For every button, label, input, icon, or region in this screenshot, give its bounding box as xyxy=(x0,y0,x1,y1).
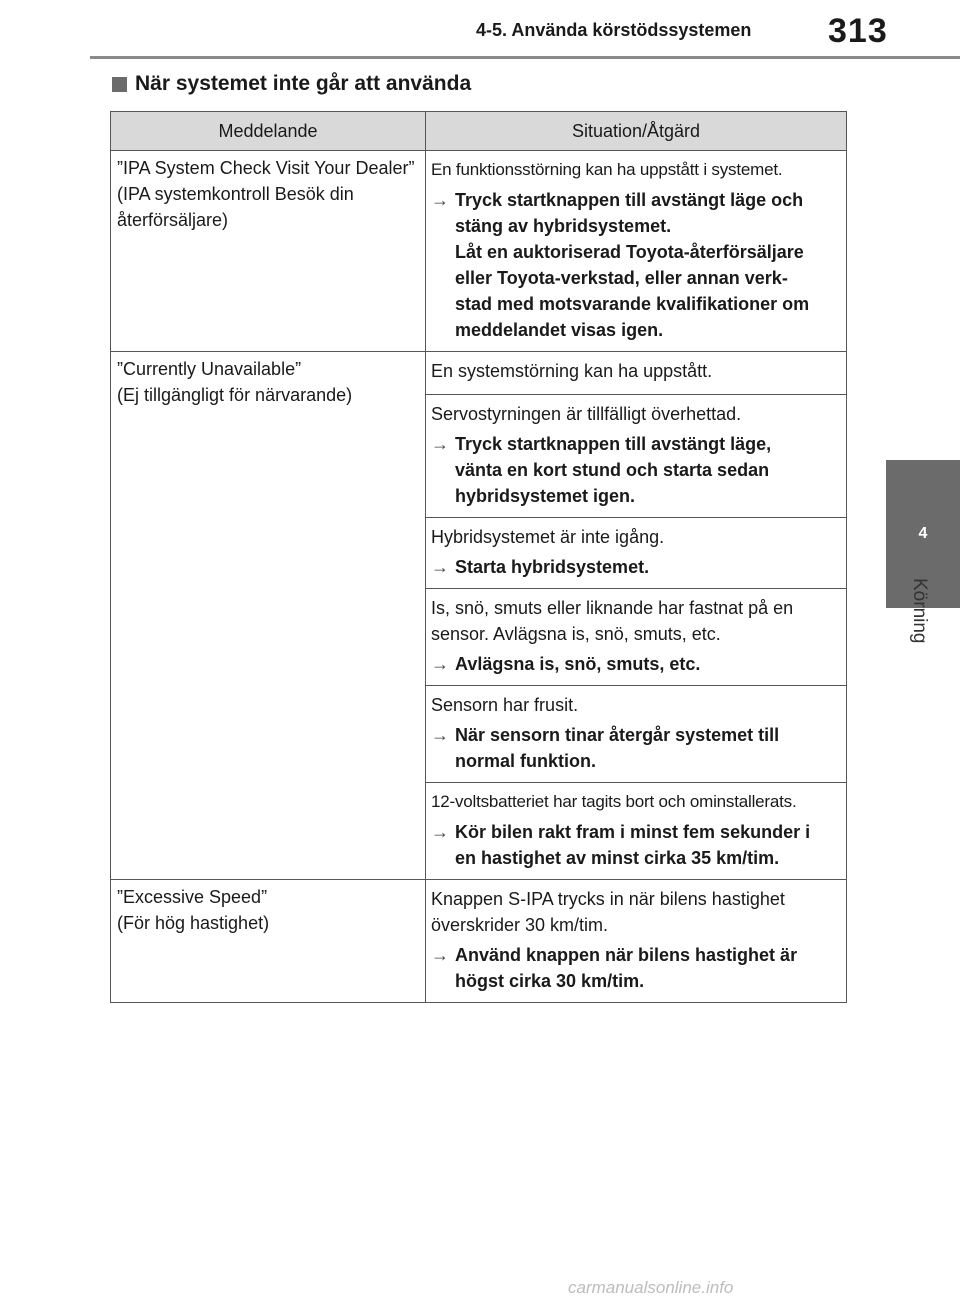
header-message: Meddelande xyxy=(111,112,426,151)
action xyxy=(431,431,842,509)
arrow-right-icon: → xyxy=(431,190,449,210)
message-line: (För hög hastighet) xyxy=(117,913,270,933)
table-row xyxy=(111,880,847,1003)
arrow-right-icon: → xyxy=(431,434,449,454)
action-text xyxy=(455,942,842,994)
action xyxy=(431,942,842,994)
cause-text: En systemstörning kan ha uppstått. xyxy=(431,361,713,381)
message-table xyxy=(110,111,847,1003)
watermark: carmanualsonline.info xyxy=(568,1278,734,1297)
cause-text: Knappen S-IPA trycks in när bilens hastighet överskrider 30 km/tim. xyxy=(431,889,785,935)
situation-cell xyxy=(426,880,847,1003)
action-line: Tryck startknappen till avstängt läge, xyxy=(455,434,772,454)
situation-cell xyxy=(426,151,847,352)
situation-cell xyxy=(426,783,847,880)
action-line: meddelandet visas igen. xyxy=(455,320,664,340)
action-text xyxy=(455,187,842,343)
arrow-right-icon: → xyxy=(431,654,449,674)
chapter-tab: 4 xyxy=(886,460,960,608)
cause-text: 12-voltsbatteriet har tagits bort och ominstallerats. xyxy=(431,792,797,811)
table-row xyxy=(111,352,847,395)
action-line: stad med motsvarande kvalifikationer om xyxy=(455,294,810,314)
action xyxy=(431,819,842,871)
table-row xyxy=(111,151,847,352)
cause-text: Servostyrningen är tillfälligt överhettad. xyxy=(431,404,742,424)
action-line: Kör bilen rakt fram i minst fem sekunder i xyxy=(455,822,811,842)
arrow-right-icon: → xyxy=(431,557,449,577)
message-line: ”Excessive Speed” xyxy=(117,887,268,907)
arrow-right-icon: → xyxy=(431,822,449,842)
action-line: Låt en auktoriserad Toyota-återförsäljare xyxy=(455,242,804,262)
action xyxy=(431,554,842,580)
action-line: hybridsystemet igen. xyxy=(455,486,636,506)
action-line: När sensorn tinar återgår systemet till xyxy=(455,725,780,745)
action-line: Tryck startknappen till avstängt läge och xyxy=(455,190,804,210)
message-line: (Ej tillgängligt för närvarande) xyxy=(117,385,353,405)
action-line: normal funktion. xyxy=(455,751,596,771)
square-bullet-icon xyxy=(112,77,127,92)
message-cell xyxy=(111,151,426,352)
situation-cell xyxy=(426,352,847,395)
header-rule xyxy=(90,56,960,59)
action-line: Använd knappen när bilens hastighet är xyxy=(455,945,798,965)
action xyxy=(431,651,842,677)
action-text: Starta hybridsystemet. xyxy=(455,557,650,577)
situation-cell xyxy=(426,589,847,686)
situation-cell xyxy=(426,686,847,783)
arrow-right-icon: → xyxy=(431,725,449,745)
cause-text: Sensorn har frusit. xyxy=(431,695,579,715)
message-cell xyxy=(111,880,426,1003)
action-line: en hastighet av minst cirka 35 km/tim. xyxy=(455,848,780,868)
action-text xyxy=(455,722,842,774)
cause-text: Hybridsystemet är inte igång. xyxy=(431,527,665,547)
header-title: 4-5. Använda körstödssystemen xyxy=(476,20,752,40)
action-text xyxy=(455,819,842,871)
arrow-right-icon: → xyxy=(431,945,449,965)
situation-cell xyxy=(426,518,847,589)
message-line: ”Currently Unavailable” xyxy=(117,359,302,379)
action xyxy=(431,722,842,774)
action-line: eller Toyota-verkstad, eller annan verk- xyxy=(455,268,788,288)
action-line: stäng av hybridsystemet. xyxy=(455,216,672,236)
situation-cell xyxy=(426,395,847,518)
table-header-row xyxy=(111,112,847,151)
action-text xyxy=(455,431,842,509)
action-line: högst cirka 30 km/tim. xyxy=(455,971,645,991)
cause-text: En funktionsstörning kan ha uppstått i systemet. xyxy=(431,160,783,179)
message-cell xyxy=(111,352,426,880)
action-line: vänta en kort stund och starta sedan xyxy=(455,460,770,480)
header-situation: Situation/Åtgärd xyxy=(426,112,847,151)
section-heading xyxy=(112,72,471,96)
chapter-label: Körning xyxy=(909,578,930,644)
message-text: ”IPA System Check Visit Your Dealer” (IPA systemkontroll Besök din återförsäljare) xyxy=(117,158,415,230)
action xyxy=(431,187,842,343)
cause-text: Is, snö, smuts eller liknande har fastnat på en sensor. Avlägsna is, snö, smuts, etc. xyxy=(431,598,794,644)
section-heading-text: När systemet inte går att använda xyxy=(135,72,472,95)
page-number: 313 xyxy=(828,12,888,50)
action-text: Avlägsna is, snö, smuts, etc. xyxy=(455,654,701,674)
